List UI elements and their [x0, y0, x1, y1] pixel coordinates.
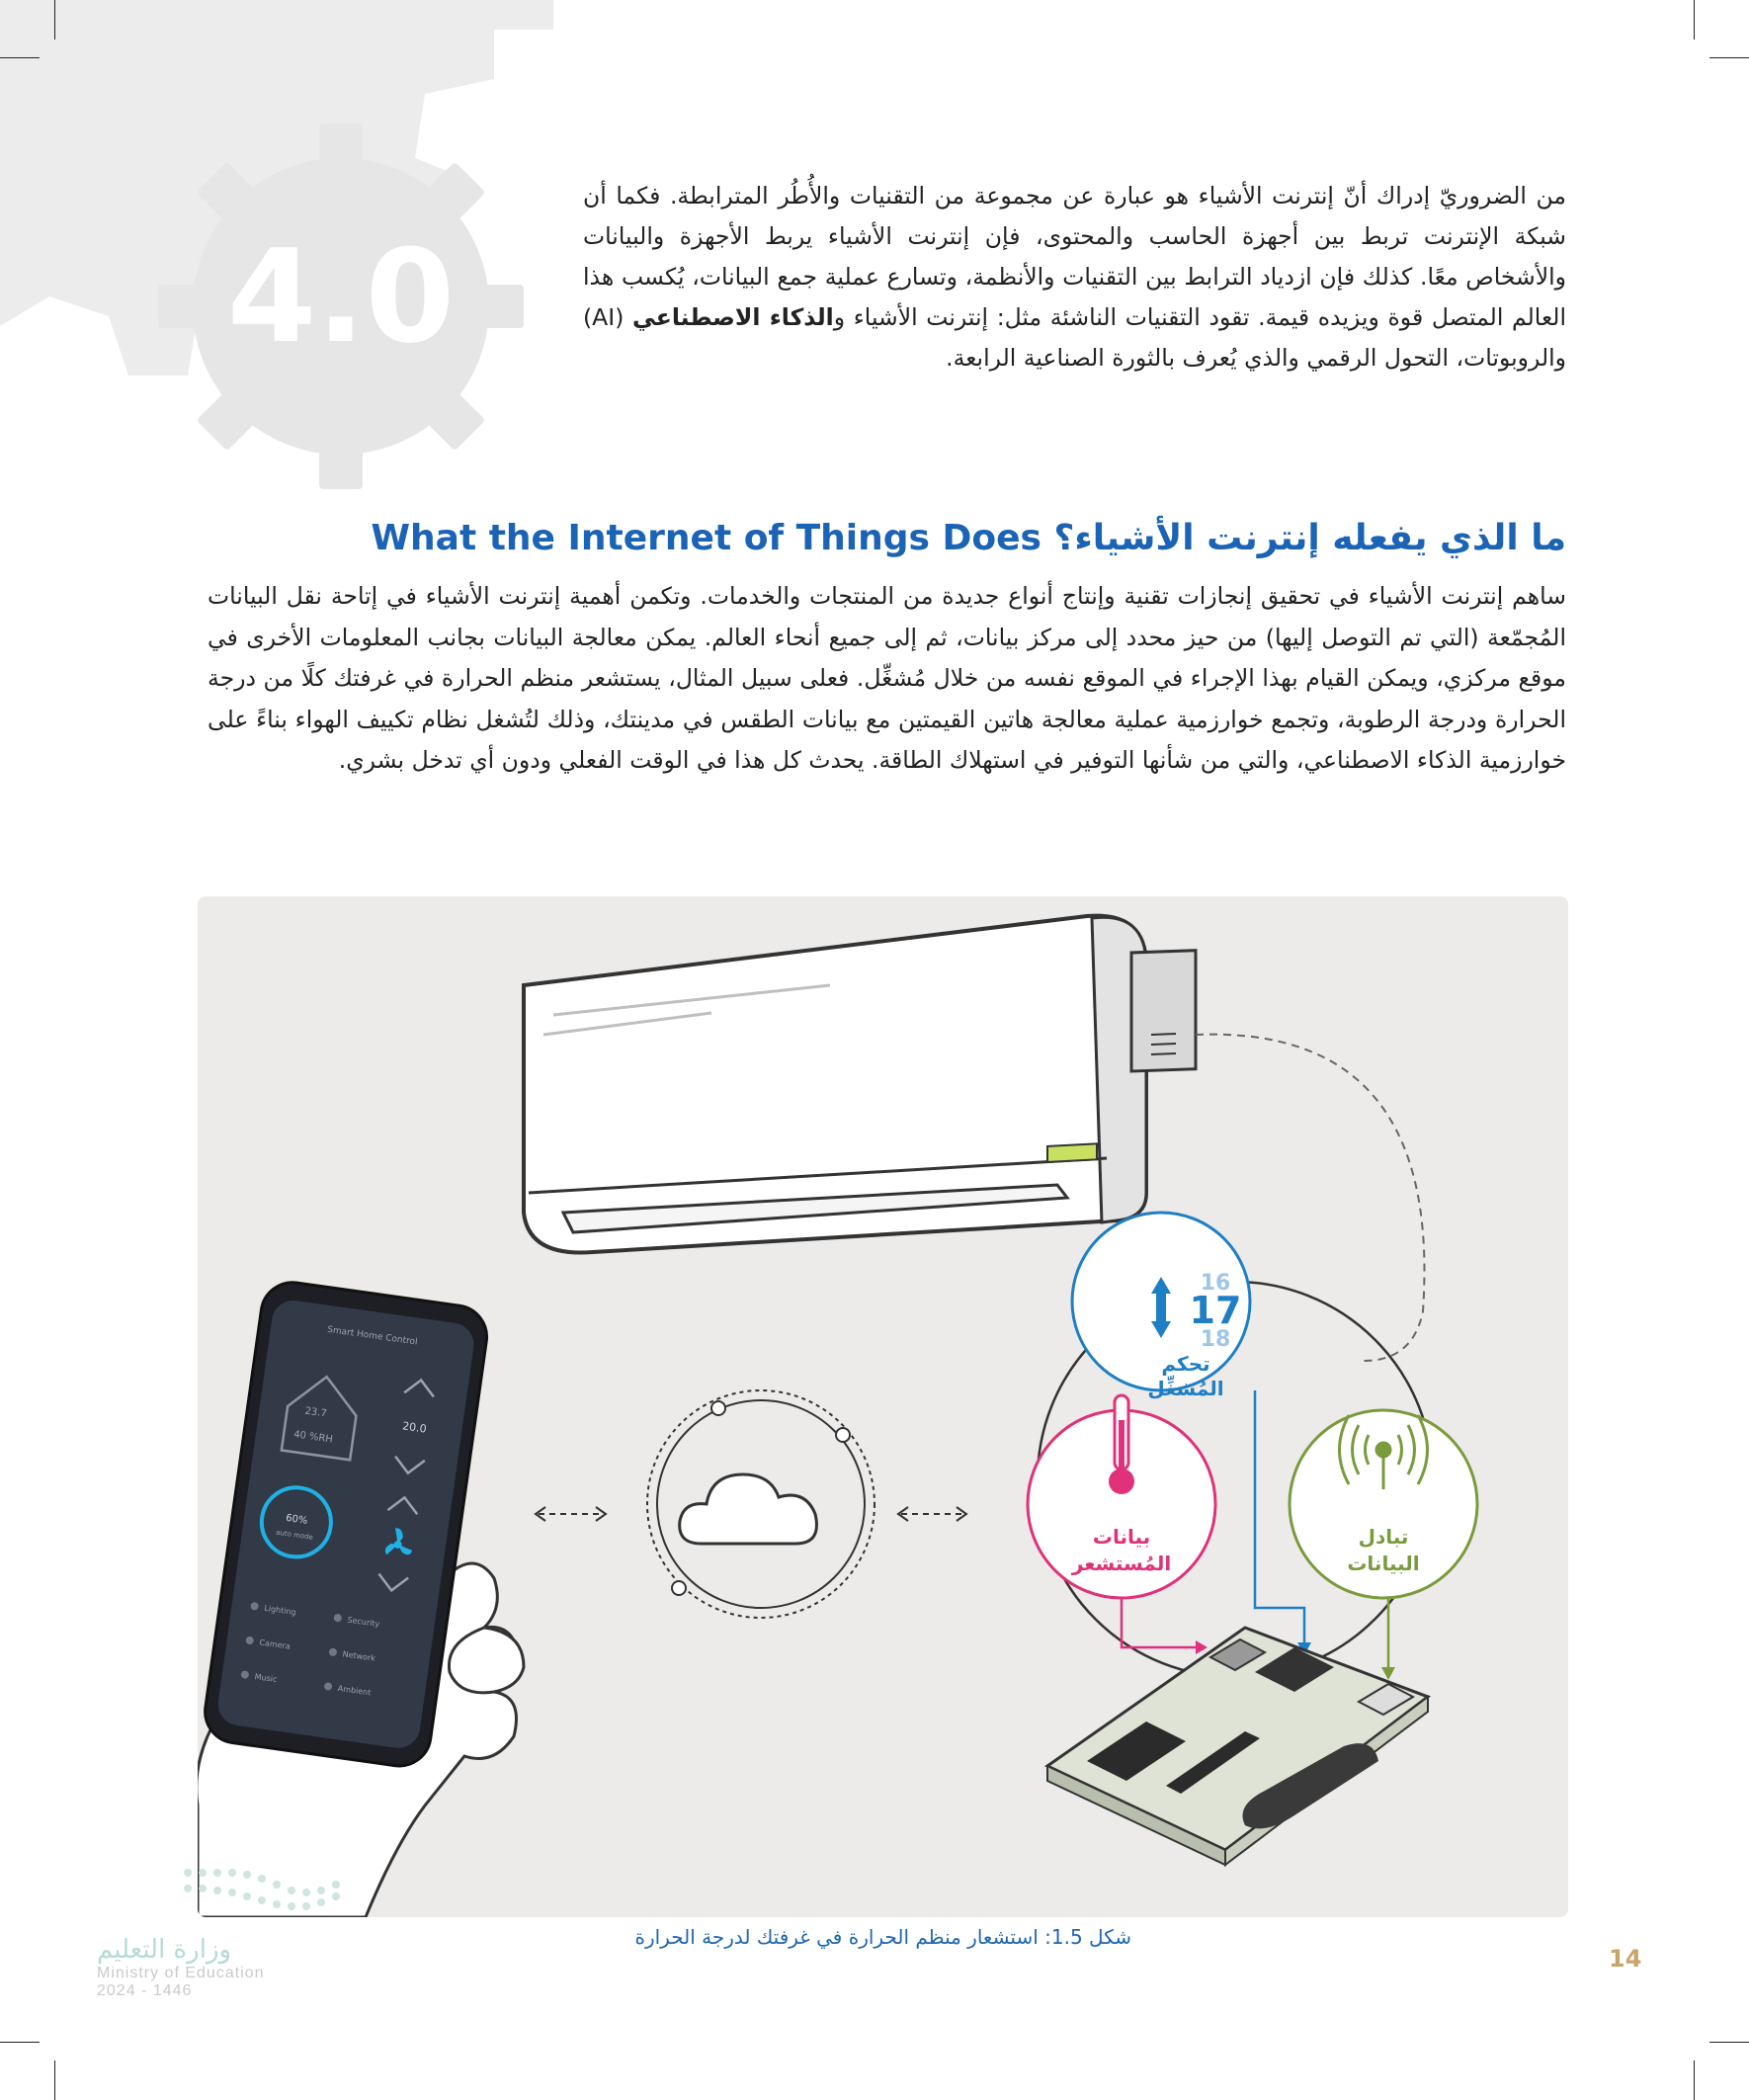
crop-mark	[1709, 57, 1749, 58]
exchange-label-2: البيانات	[1347, 1552, 1420, 1575]
air-conditioner-illustration	[524, 916, 1196, 1253]
cloud-node	[647, 1390, 874, 1618]
section-body: ساهم إنترنت الأشياء في تحقيق إنجازات تقنية وإنتاج أنواع جديدة من المنتجات والخدمات. وتكمن أهمية إنترنت الأشياء في إتاحة نقل البيانات المُجمّعة (التي تم التوصل إليها) من حيز محدد إلى مركز بيانات، ثم إلى جميع أنحاء العالم. يمكن معالجة البيانات بجانب المعلومات الأخرى في موقع مركزي، ويمكن القيام بهذا الإجراء في الموقع نفسه من خلال مُشغِّل. فعلى سبيل المثال، يستشعر منظم الحرارة في غرفتك كلًا من درجة الحرارة ودرجة الرطوبة، وتجمع خوارزمية عملية معالجة هاتين القيمتين مع بيانات الطقس في مدينتك، وذلك لتُشغل نظام تكييف الهواء بناءً على خوارزمية الذكاء الاصطناعي، والتي من شأنها التوفير في استهلاك الطاقة. يحدث كل هذا في الوقت الفعلي ودون أي تدخل بشري.	[208, 582, 1566, 774]
crop-mark	[0, 2042, 40, 2043]
figure-svg	[198, 896, 1568, 1917]
page-number: 14	[1609, 1945, 1642, 1973]
intro-paragraph	[583, 176, 1566, 378]
crop-mark	[54, 0, 55, 40]
phone-menu-item[interactable]: Lighting	[263, 1603, 297, 1618]
phone-menu-item[interactable]: Camera	[258, 1638, 292, 1651]
crop-mark	[54, 2060, 55, 2100]
sensor-label-1: بيانات	[1092, 1525, 1151, 1549]
figure-caption: شكل 1.5: استشعار منظم الحرارة في غرفتك لدرجة الحرارة	[634, 1925, 1131, 1949]
phone-menu-item[interactable]: Security	[347, 1615, 380, 1630]
crop-mark	[1694, 0, 1695, 40]
phone-menu-item[interactable]: Network	[342, 1649, 376, 1663]
crop-mark	[1709, 2042, 1749, 2043]
intro-text-b: (AI) والروبوتات، التحول الرقمي والذي يُعرف بالثورة الصناعية الرابعة.	[583, 303, 1566, 372]
data-exchange-node	[1290, 1410, 1477, 1598]
section-title-ar: ما الذي يفعله إنترنت الأشياء؟	[1053, 518, 1566, 558]
intro-text-a: من الضروريّ إدراك أنّ إنترنت الأشياء هو عبارة عن مجموعة من التقنيات والأُطُر المترابطة. فكما أن شبكة الإنترنت تربط بين أجهزة الحاسب والمحتوى، فإن إنترنت الأشياء يربط الأجهزة والبيانات والأشخاص معًا. كذلك فإن ازدياد الترابط بين التقنيات والأنظمة، وتسارع عملية جمع البيانات، يُكسب هذا العالم المتصل قوة ويزيده قيمة. تقود التقنيات الناشئة مثل: إنترنت الأشياء و	[583, 182, 1566, 331]
gauge-value: 60%	[285, 1512, 308, 1527]
actuator-control-node	[1072, 1213, 1250, 1400]
sensor-data-node	[1028, 1395, 1215, 1598]
intro-text-bold: الذكاء الاصطناعي	[632, 303, 834, 331]
exchange-label-1: تبادل	[1358, 1525, 1409, 1549]
ministry-logo	[97, 1935, 294, 2000]
phone-title: Smart Home Control	[326, 1324, 419, 1348]
connector-arrow	[536, 1507, 606, 1521]
section-heading	[371, 518, 1566, 558]
crop-mark	[1694, 2060, 1695, 2100]
circuit-board-illustration	[1047, 1628, 1428, 1865]
phone-set-temp: 20.0	[401, 1419, 428, 1436]
phone-humidity-reading: 40 %RH	[292, 1429, 334, 1446]
gauge-label: auto mode	[275, 1528, 314, 1542]
actuator-label-2: المُشغِّل	[1147, 1377, 1224, 1400]
temp-top-text: 16	[1200, 1271, 1231, 1296]
temp-bottom-text: 18	[1200, 1327, 1231, 1352]
ministry-name-en: Ministry of Education	[97, 1965, 265, 1981]
ministry-name-ar: وزارة التعليم	[97, 1935, 232, 1965]
phone-temp-reading: 23.7	[303, 1405, 328, 1420]
figure-illustration	[198, 896, 1568, 1917]
gear-background	[0, 0, 553, 494]
temp-mid-text: 17	[1189, 1289, 1242, 1332]
crop-mark	[0, 57, 40, 58]
phone-menu-item[interactable]: Ambient	[337, 1683, 372, 1698]
badge-4-0: 4.0	[226, 221, 456, 372]
sensor-label-2: المُستشعر	[1071, 1552, 1172, 1575]
connector-arrow	[898, 1507, 966, 1521]
phone-menu-item[interactable]: Music	[254, 1672, 278, 1685]
actuator-label-1: تحكم	[1161, 1352, 1210, 1376]
ministry-logo-dots	[178, 1863, 356, 1922]
section-title-en: What the Internet of Things Does	[371, 518, 1041, 558]
cloud-icon	[680, 1474, 817, 1544]
ministry-year: 2024 - 1446	[97, 1982, 193, 1999]
